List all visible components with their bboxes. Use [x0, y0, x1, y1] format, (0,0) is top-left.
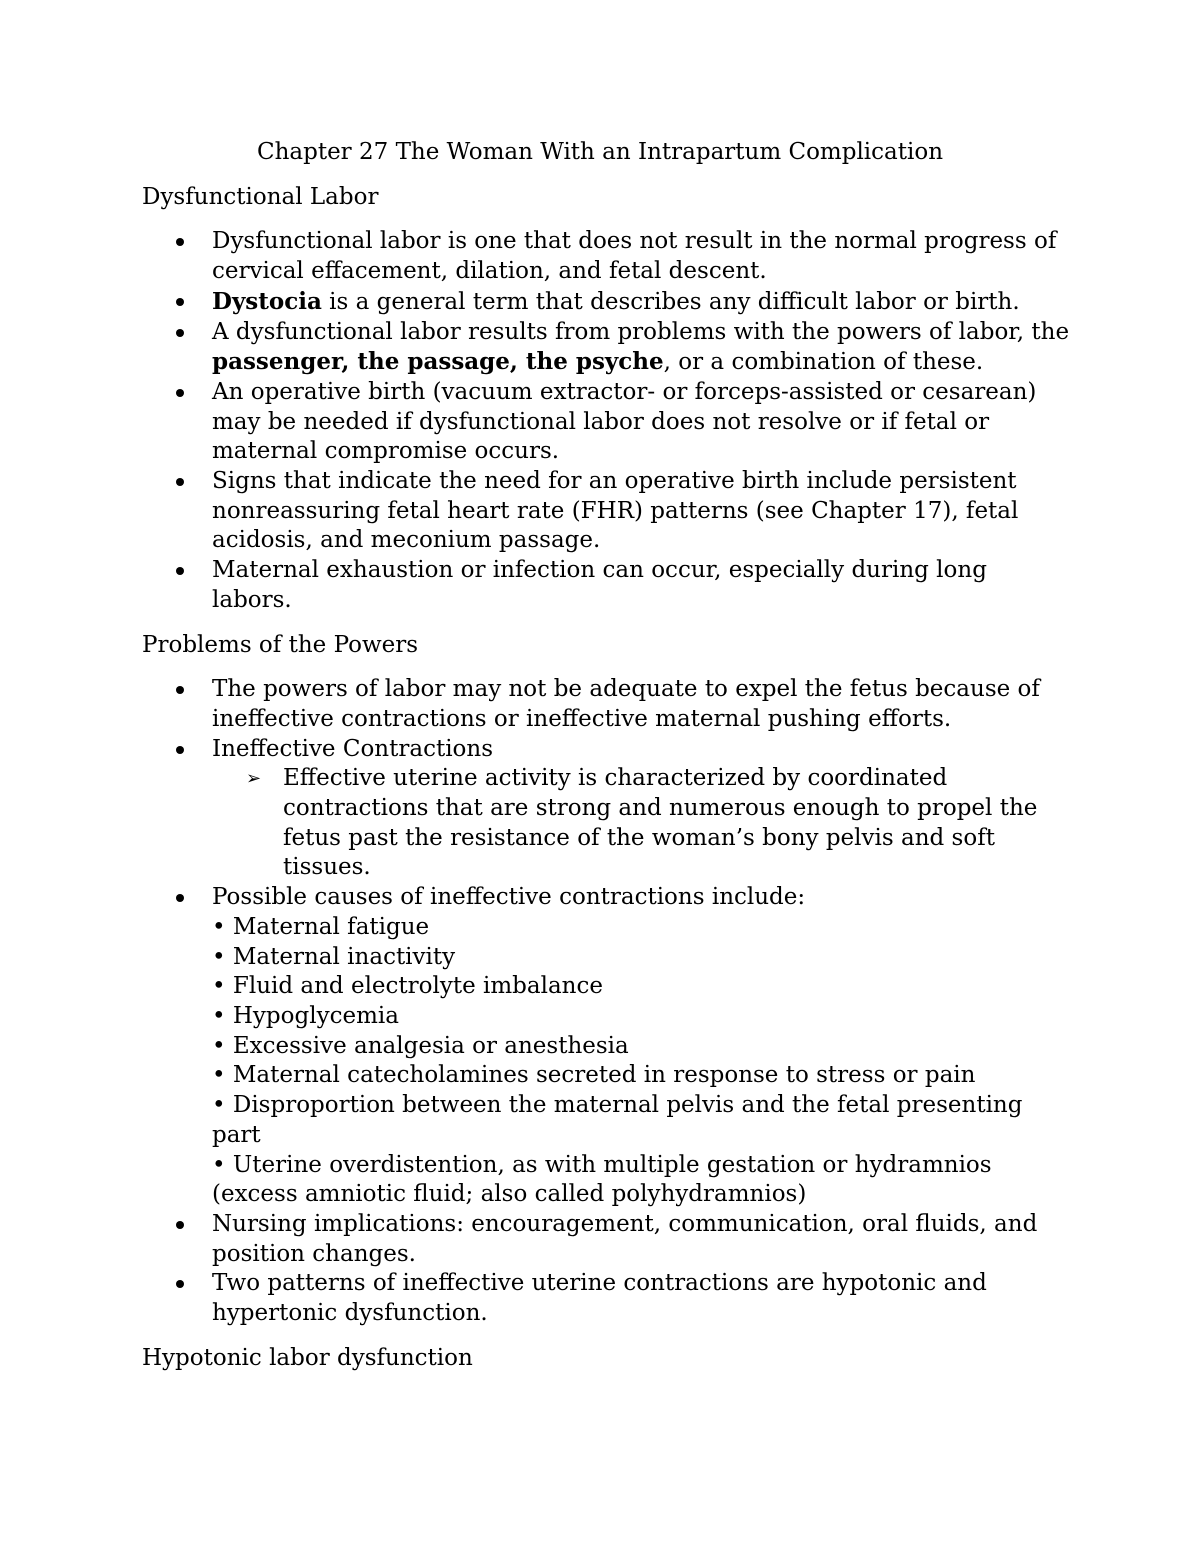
bold-term: Dystocia	[212, 287, 322, 315]
list-item-text: A dysfunctional labor results from problems with the powers of labor, the	[212, 318, 1070, 345]
bullet-icon	[176, 478, 184, 486]
list-item	[142, 318, 1072, 378]
list-item-text: The powers of labor may not be adequate to expel the fetus because of ineffective contractions or ineffective maternal pushing efforts.	[212, 676, 1040, 732]
bullet-icon	[176, 1280, 184, 1288]
list-item-text: Possible causes of ineffective contractions include:	[212, 884, 806, 911]
bullet-icon	[176, 746, 184, 754]
list-item	[142, 467, 1072, 556]
sub-list-item	[212, 764, 1072, 883]
list-item-text: Ineffective Contractions	[212, 735, 494, 762]
bullet-list	[142, 675, 1072, 1328]
cause-line: • Fluid and electrolyte imbalance	[212, 973, 603, 1000]
list-item-text: is a general term that describes any difficult labor or birth.	[321, 288, 1020, 315]
arrow-bullet-icon: ➢	[246, 768, 262, 790]
cause-line: • Maternal catecholamines secreted in response to stress or pain	[212, 1062, 976, 1089]
bullet-icon	[176, 329, 184, 337]
section-heading: Dysfunctional Labor	[142, 183, 379, 210]
cause-line: • Hypoglycemia	[212, 1002, 399, 1029]
list-item	[142, 675, 1072, 734]
section-heading: Hypotonic labor dysfunction	[142, 1344, 473, 1371]
document-title: Chapter 27 The Woman With an Intrapartum Complication	[256, 139, 944, 165]
list-item-text: An operative birth (vacuum extractor- or forceps-assisted or cesarean) may be needed if dysfunctional labor does not resolve or if fetal or maternal compromise occurs.	[212, 378, 1037, 465]
bullet-icon	[176, 567, 184, 575]
bullet-list	[142, 227, 1072, 615]
sub-list-item-text: Effective uterine activity is characterized by coordinated contractions that are strong and numerous enough to propel the fetus past the resistance of the woman’s bony pelvis and soft tissues.	[283, 765, 1038, 881]
list-item-text: Two patterns of ineffective uterine contractions are hypotonic and hypertonic dysfunction.	[212, 1270, 987, 1327]
list-item	[142, 1210, 1072, 1269]
bullet-icon	[176, 238, 184, 246]
bold-term: passenger, the passage, the psyche	[212, 348, 664, 376]
section-heading: Problems of the Powers	[142, 631, 419, 658]
bullet-icon	[176, 389, 184, 397]
list-item	[142, 556, 1072, 615]
list-item	[142, 735, 1072, 884]
bullet-icon	[176, 1221, 184, 1229]
list-item-text: Nursing implications: encouragement, communication, oral fluids, and position changes.	[212, 1210, 1038, 1267]
list-item-text: Signs that indicate the need for an operative birth include persistent nonreassuring fetal heart rate (FHR) patterns (see Chapter 17), fetal acidosis, and meconium passage.	[212, 468, 1019, 554]
list-item	[142, 1269, 1072, 1328]
list-item	[142, 883, 1072, 1210]
list-item-text: Maternal exhaustion or infection can occur, especially during long labors.	[212, 557, 987, 613]
cause-line: • Maternal fatigue	[212, 913, 430, 940]
list-item	[142, 227, 1072, 286]
cause-line: • Maternal inactivity	[212, 943, 456, 970]
cause-line: • Excessive analgesia or anesthesia	[212, 1032, 629, 1059]
list-item-text: , or a combination of these.	[663, 349, 984, 376]
list-item	[142, 378, 1072, 467]
bullet-icon	[176, 686, 184, 694]
sub-list	[212, 764, 1072, 883]
bullet-icon	[176, 298, 184, 306]
cause-line: • Disproportion between the maternal pelvis and the fetal presenting part	[212, 1092, 1023, 1148]
document-page	[142, 138, 1072, 1388]
list-item	[142, 287, 1072, 318]
list-item-text: Dysfunctional labor is one that does not result in the normal progress of cervical effacement, dilation, and fetal descent.	[212, 228, 1057, 285]
bullet-icon	[176, 894, 184, 902]
cause-line: • Uterine overdistention, as with multiple gestation or hydramnios (excess amniotic fluid; also called polyhydramnios)	[212, 1151, 992, 1208]
